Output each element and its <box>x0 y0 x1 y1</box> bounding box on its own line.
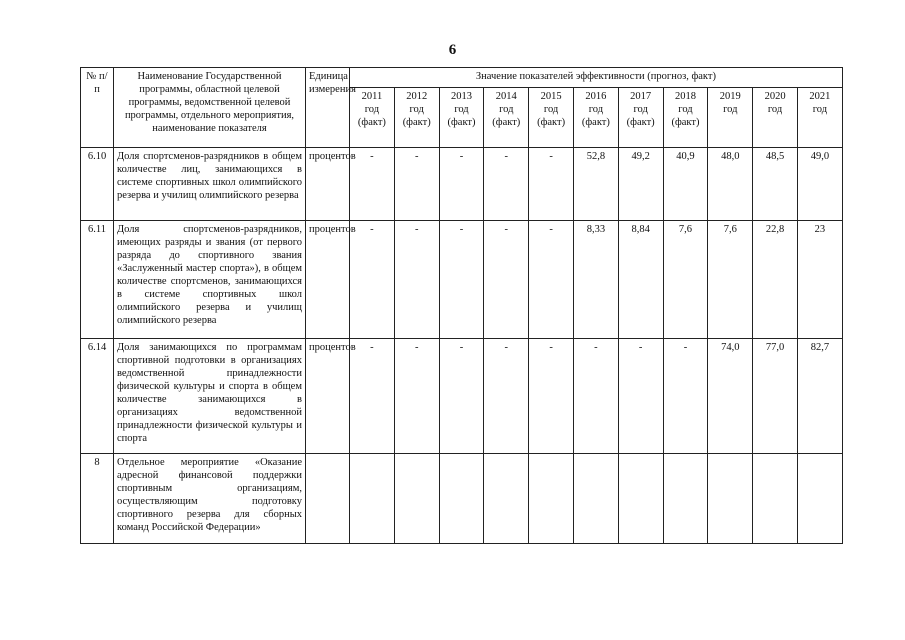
row-value: 49,0 <box>797 148 842 221</box>
row-value: - <box>350 339 395 454</box>
row-value: - <box>484 148 529 221</box>
header-num: № п/п <box>81 68 114 148</box>
row-value: - <box>439 148 484 221</box>
row-value: 22,8 <box>753 221 798 339</box>
header-values-group: Значение показателей эффективности (прогноз, факт) <box>350 68 843 88</box>
table-header-row <box>81 68 843 88</box>
row-value: 8,33 <box>573 221 618 339</box>
row-name: Отдельное мероприятие «Оказание адресной финансовой поддержки спортивным организациям, осуществляющим подготовку спортивного резерва для сборных команд Российской Федерации» <box>114 454 306 544</box>
indicators-table <box>80 67 843 544</box>
row-value: 48,0 <box>708 148 753 221</box>
row-value: - <box>394 339 439 454</box>
header-unit: Единица измерения <box>306 68 350 148</box>
row-num: 6.11 <box>81 221 114 339</box>
row-value <box>439 454 484 544</box>
row-value: - <box>663 339 708 454</box>
header-year: 2014 год (факт) <box>484 88 529 148</box>
row-value: 8,84 <box>618 221 663 339</box>
row-unit <box>306 454 350 544</box>
row-num: 6.14 <box>81 339 114 454</box>
header-year: 2011 год (факт) <box>350 88 395 148</box>
row-value: 23 <box>797 221 842 339</box>
row-name: Доля занимающихся по программам спортивной подготовки в организациях ведомственной принадлежности физической культуры и спорта в общем количестве занимающихся в организациях ведомственной принадлежности физической культуры и спорта <box>114 339 306 454</box>
header-year: 2016 год (факт) <box>573 88 618 148</box>
header-year: 2018 год (факт) <box>663 88 708 148</box>
row-value: - <box>484 339 529 454</box>
row-value: 82,7 <box>797 339 842 454</box>
row-value <box>350 454 395 544</box>
row-value <box>394 454 439 544</box>
row-value <box>708 454 753 544</box>
row-value: - <box>439 221 484 339</box>
header-year: 2012 год (факт) <box>394 88 439 148</box>
header-year: 2019 год <box>708 88 753 148</box>
row-name: Доля спортсменов-разрядников в общем количестве лиц, занимающихся в системе спортивных школ олимпийского резерва и училищ олимпийского резерва <box>114 148 306 221</box>
row-value: 40,9 <box>663 148 708 221</box>
table-row <box>81 148 843 221</box>
row-value: - <box>529 221 574 339</box>
row-value: 74,0 <box>708 339 753 454</box>
page-number: 6 <box>448 42 457 58</box>
row-value: - <box>618 339 663 454</box>
row-value <box>797 454 842 544</box>
row-value <box>663 454 708 544</box>
row-value: 7,6 <box>663 221 708 339</box>
row-value: 7,6 <box>708 221 753 339</box>
row-value: - <box>529 148 574 221</box>
row-unit: процентов <box>306 221 350 339</box>
row-value: - <box>484 221 529 339</box>
header-name: Наименование Государственной программы, областной целевой программы, ведомственной целевой программы, отдельного мероприятия, наименование показателя <box>114 68 306 148</box>
row-value: - <box>350 148 395 221</box>
row-value: 48,5 <box>753 148 798 221</box>
row-value <box>484 454 529 544</box>
header-year: 2017 год (факт) <box>618 88 663 148</box>
row-value: - <box>573 339 618 454</box>
row-value <box>529 454 574 544</box>
row-num: 8 <box>81 454 114 544</box>
row-unit: процентов <box>306 339 350 454</box>
row-value: - <box>350 221 395 339</box>
table-row <box>81 454 843 544</box>
row-value: - <box>529 339 574 454</box>
row-name: Доля спортсменов-разрядников, имеющих разряды и звания (от первого разряда до спортивного звания «Заслуженный мастер спорта»), в общем количестве спортсменов, занимающихся в системе спортивных школ олимпийского резерва и училищ олимпийского резерва <box>114 221 306 339</box>
header-year: 2020 год <box>753 88 798 148</box>
header-year: 2013 год (факт) <box>439 88 484 148</box>
row-value <box>753 454 798 544</box>
header-year: 2021 год <box>797 88 842 148</box>
row-value: 77,0 <box>753 339 798 454</box>
header-year: 2015 год (факт) <box>529 88 574 148</box>
row-value: - <box>394 221 439 339</box>
row-value <box>618 454 663 544</box>
row-value: 52,8 <box>573 148 618 221</box>
row-unit: процентов <box>306 148 350 221</box>
row-value <box>573 454 618 544</box>
row-num: 6.10 <box>81 148 114 221</box>
row-value: - <box>394 148 439 221</box>
table-row <box>81 339 843 454</box>
row-value: - <box>439 339 484 454</box>
table-row <box>81 221 843 339</box>
row-value: 49,2 <box>618 148 663 221</box>
